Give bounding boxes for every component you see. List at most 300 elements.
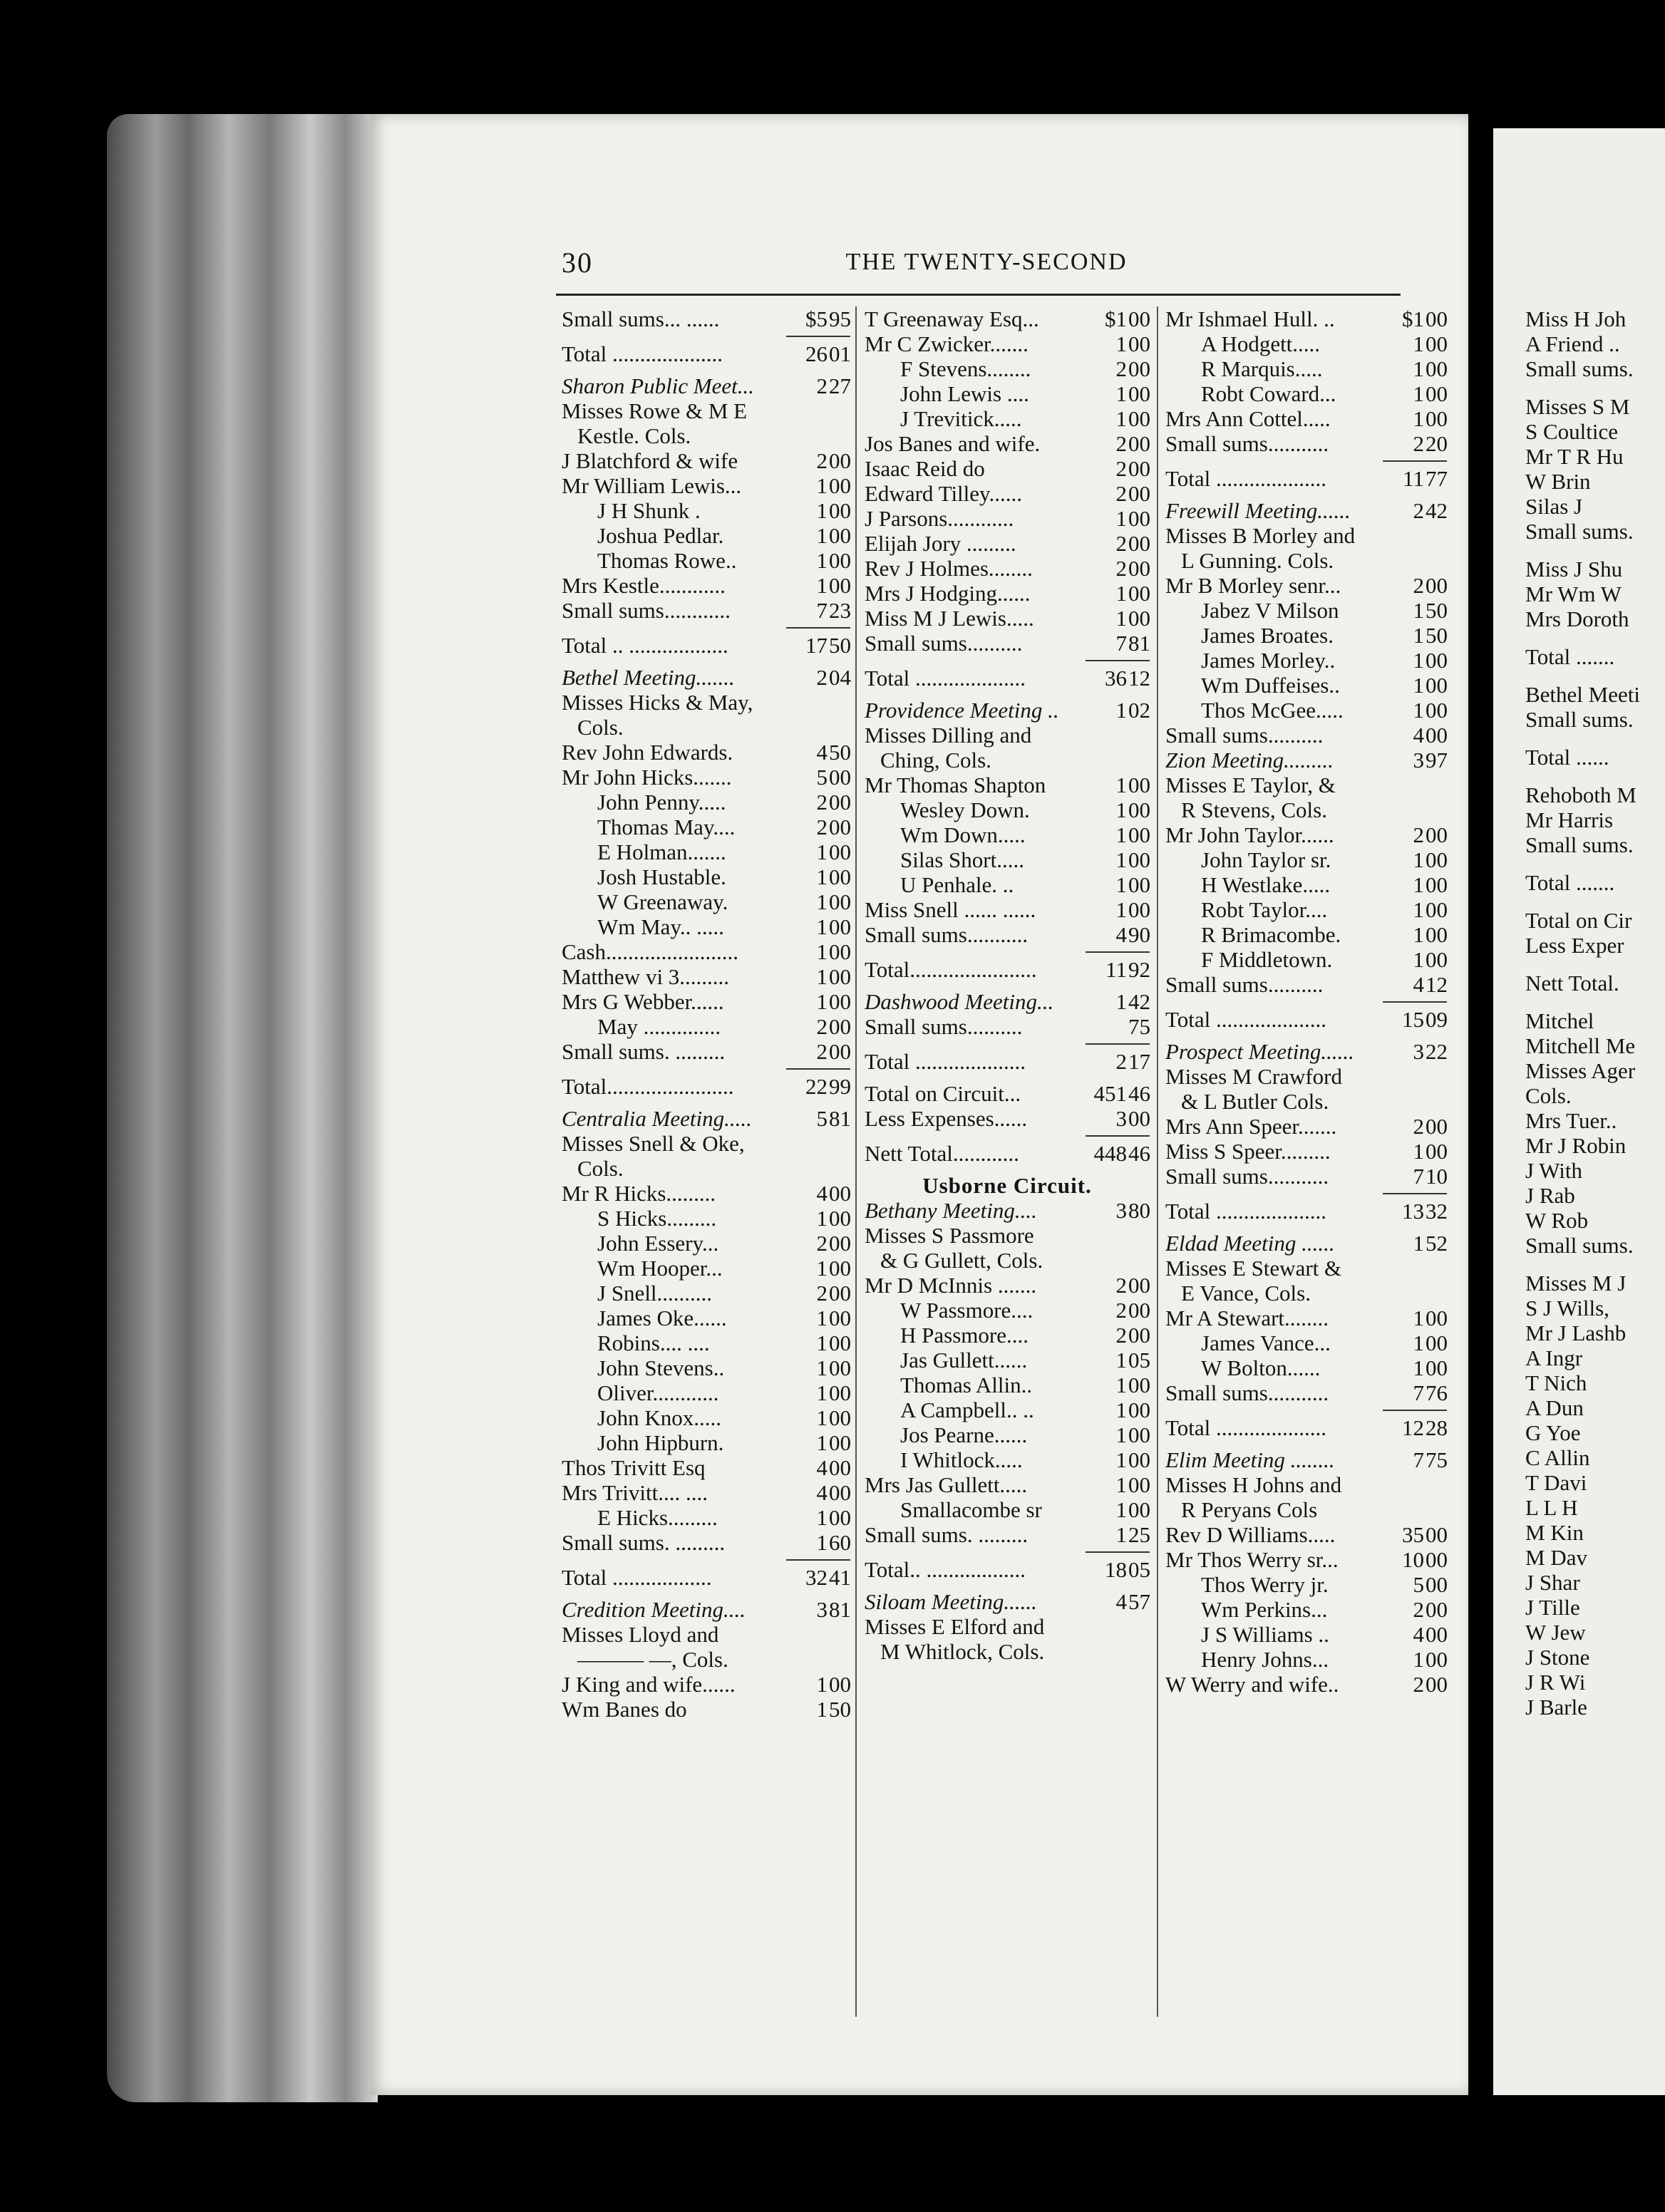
amount-cents: 00	[829, 1014, 851, 1039]
amount-cents: 00	[829, 1039, 851, 1064]
amount-dollars: 1	[816, 548, 828, 573]
entry-name: J Parsons............	[865, 506, 1014, 531]
entry-row	[562, 398, 850, 423]
entry-name: E Hicks.........	[597, 1505, 718, 1530]
meeting-heading-row	[562, 665, 850, 690]
amount-cents: 50	[829, 1697, 851, 1722]
amount-cents: 81	[1128, 631, 1150, 656]
entry-name: James Vance...	[1201, 1330, 1331, 1355]
entry-name: Mrs Jas Gullett.....	[865, 1472, 1028, 1497]
entry-row	[562, 423, 850, 448]
entry-name: Small sums..........	[865, 631, 1023, 656]
total-row	[562, 633, 850, 658]
facing-page-line: Total .......	[1525, 870, 1615, 895]
amount-dollars: 451	[1093, 1081, 1127, 1106]
amount-cents: 00	[1128, 1323, 1150, 1348]
amount-dollars: 1	[816, 1256, 828, 1281]
entry-name: Robt Taylor....	[1201, 897, 1328, 922]
entry-row	[865, 1447, 1150, 1472]
entry-row	[865, 1298, 1150, 1323]
amount-dollars: 22	[805, 1074, 828, 1099]
entry-name: Providence Meeting ..	[865, 698, 1059, 723]
entry-row	[865, 1323, 1150, 1348]
amount-dollars: 2	[1115, 456, 1127, 481]
amount-cents: 00	[829, 1231, 851, 1256]
entry-name: H Passmore....	[900, 1323, 1029, 1348]
meeting-heading-row	[865, 698, 1150, 723]
amount-cents: 00	[1426, 406, 1448, 431]
entry-name: Mr B Morley senr...	[1165, 573, 1341, 598]
amount-cents: 00	[1426, 356, 1448, 381]
amount-dollars: 1	[1413, 648, 1424, 673]
amount-cents: 00	[1426, 673, 1448, 698]
amount-cents: 50	[1426, 623, 1448, 648]
amount-dollars: 2	[1413, 1597, 1424, 1622]
amount-cents: 00	[1426, 1114, 1448, 1139]
amount-cents: 00	[1426, 847, 1448, 872]
entry-row	[865, 1223, 1150, 1248]
amount-dollars: 1	[1115, 772, 1127, 797]
entry-row	[865, 306, 1150, 331]
facing-page-line: Mitchel	[1525, 1008, 1594, 1033]
circuit-title	[865, 1173, 1150, 1198]
amount-dollars: 4	[816, 1181, 828, 1206]
entry-name: Mr Ishmael Hull. ..	[1165, 306, 1335, 331]
column-divider	[855, 306, 857, 2017]
entry-row	[1165, 797, 1447, 822]
facing-page-line	[1525, 732, 1640, 745]
entry-name: U Penhale. ..	[900, 872, 1014, 897]
amount-cents: 00	[829, 523, 851, 548]
amount-cents: 00	[1426, 698, 1448, 723]
amount-dollars: 1	[1413, 872, 1424, 897]
amount-cents: 28	[1426, 1415, 1448, 1440]
entry-name: Cash........................	[562, 939, 738, 964]
amount-dollars: 1	[1413, 922, 1424, 947]
amount-dollars: 2	[1115, 481, 1127, 506]
facing-page-line	[1525, 895, 1640, 908]
facing-page-line	[1525, 631, 1640, 644]
entry-name: Small sums. .........	[562, 1530, 726, 1555]
entry-name: Rev J Holmes........	[865, 556, 1033, 581]
meeting-heading-row	[865, 1198, 1150, 1223]
facing-page-line: Mr T R Hu	[1525, 444, 1624, 469]
amount-cents: 00	[1128, 1422, 1150, 1447]
facing-page-line: Misses Ager	[1525, 1058, 1636, 1083]
facing-page-line: Small sums.	[1525, 1233, 1634, 1258]
amount-cents: 50	[1426, 598, 1448, 623]
meeting-heading-row	[562, 373, 850, 398]
entry-name: John Hipburn.	[597, 1430, 724, 1455]
entry-row	[1165, 356, 1447, 381]
amount-cents: 00	[1128, 1298, 1150, 1323]
amount-cents: 00	[829, 1505, 851, 1530]
entry-row	[562, 1430, 850, 1455]
entry-row	[562, 740, 850, 765]
amount-cents: 02	[1128, 698, 1150, 723]
entry-row	[1165, 1306, 1447, 1330]
amount-cents: 00	[1128, 822, 1150, 847]
entry-name: Misses E Taylor, &	[1165, 772, 1336, 797]
entry-row	[1165, 847, 1447, 872]
entry-row	[1165, 1522, 1447, 1547]
entry-name: Elijah Jory .........	[865, 531, 1016, 556]
entry-name: Mr John Hicks.......	[562, 765, 732, 790]
amount-cents: 00	[1426, 1139, 1448, 1164]
entry-row	[1165, 1547, 1447, 1572]
entry-name: Mr John Taylor......	[1165, 822, 1334, 847]
entry-row	[865, 556, 1150, 581]
amount-dollars: 1	[816, 914, 828, 939]
entry-row	[562, 914, 850, 939]
amount-cents: 00	[829, 1672, 851, 1697]
entry-name: Credition Meeting....	[562, 1597, 746, 1622]
entry-name: A Hodgett.....	[1201, 331, 1321, 356]
entry-row	[1165, 381, 1447, 406]
amount-dollars: 5	[816, 1106, 828, 1131]
entry-row	[1165, 972, 1447, 997]
entry-row	[1165, 872, 1447, 897]
amount-cents: 32	[1426, 1199, 1448, 1224]
entry-name: Small sums..........	[865, 1014, 1023, 1039]
amount-cents: 46	[1128, 1141, 1150, 1166]
amount-cents: 00	[1128, 456, 1150, 481]
meeting-heading-row	[1165, 1039, 1447, 1064]
entry-row	[562, 864, 850, 889]
amount-dollars: 2	[1115, 1049, 1127, 1074]
amount-cents: 00	[1426, 1306, 1448, 1330]
amount-dollars: 17	[805, 633, 828, 658]
amount-dollars: 1	[816, 1697, 828, 1722]
entry-row	[562, 573, 850, 598]
entry-name: Thomas May....	[597, 815, 736, 839]
entry-name: W Werry and wife..	[1165, 1672, 1339, 1697]
amount-dollars: 2	[1413, 573, 1424, 598]
entry-row	[865, 1014, 1150, 1039]
facing-page-line: Mrs Tuer..	[1525, 1108, 1617, 1133]
entry-row	[562, 715, 850, 740]
entry-name: Miss Snell ...... ......	[865, 897, 1036, 922]
entry-name: Small sums...........	[1165, 431, 1329, 456]
entry-row	[865, 1497, 1150, 1522]
amount-dollars: 5	[1413, 1572, 1424, 1597]
column-1	[562, 306, 850, 1722]
entry-row	[865, 723, 1150, 748]
entry-name: Dashwood Meeting...	[865, 989, 1054, 1014]
amount-cents: 60	[829, 1530, 851, 1555]
entry-row	[1165, 1256, 1447, 1281]
entry-row	[562, 1014, 850, 1039]
amount-cents: 04	[829, 665, 851, 690]
facing-page-line: M Kin	[1525, 1520, 1584, 1545]
entry-row	[865, 606, 1150, 631]
entry-name: H Westlake.....	[1201, 872, 1331, 897]
entry-row	[1165, 523, 1447, 548]
entry-row	[562, 1672, 850, 1697]
entry-row	[562, 1380, 850, 1405]
facing-page-line: Cols.	[1525, 1083, 1572, 1108]
meeting-heading-row	[562, 1106, 850, 1131]
entry-row	[865, 506, 1150, 531]
entry-name: James Oke......	[597, 1306, 727, 1330]
amount-dollars: 11	[1105, 957, 1127, 982]
entry-row	[1165, 1647, 1447, 1672]
amount-dollars: 26	[805, 341, 828, 366]
amount-dollars: 4	[816, 1455, 828, 1480]
entry-row	[865, 1273, 1150, 1298]
entry-name: & L Butler Cols.	[1181, 1089, 1329, 1114]
entry-name: Total.......................	[865, 957, 1037, 982]
facing-page-line: Small sums.	[1525, 707, 1634, 732]
amount-cents: 00	[1128, 1373, 1150, 1397]
entry-row	[1165, 897, 1447, 922]
entry-name: Misses B Morley and	[1165, 523, 1356, 548]
amount-cents: 00	[829, 790, 851, 815]
entry-name: W Passmore....	[900, 1298, 1033, 1323]
amount-cents: 00	[1426, 1672, 1448, 1697]
amount-cents: 99	[829, 1074, 851, 1099]
entry-name: E Holman.......	[597, 839, 726, 864]
facing-page-line: Mitchell Me	[1525, 1033, 1636, 1058]
entry-name: Bethany Meeting....	[865, 1198, 1037, 1223]
amount-dollars: 1	[1115, 1522, 1127, 1547]
amount-cents: 00	[829, 1256, 851, 1281]
amount-dollars: 1	[1115, 897, 1127, 922]
entry-name: Total on Circuit...	[865, 1081, 1021, 1106]
entry-name: Elim Meeting ........	[1165, 1447, 1335, 1472]
amount-cents: 00	[1426, 306, 1448, 331]
amount-dollars: 1	[1413, 406, 1424, 431]
meeting-heading-row	[1165, 748, 1447, 772]
amount-cents: 00	[1128, 506, 1150, 531]
amount-cents: 00	[1426, 822, 1448, 847]
entry-row	[865, 847, 1150, 872]
meeting-heading-row	[865, 1589, 1150, 1614]
amount-cents: 05	[1128, 1557, 1150, 1582]
amount-dollars: 7	[816, 598, 828, 623]
amount-cents: 00	[829, 1181, 851, 1206]
entry-name: J Blatchford & wife	[562, 448, 738, 473]
entry-row	[562, 690, 850, 715]
entry-name: Robins.... ....	[597, 1330, 710, 1355]
amount-dollars: 7	[1413, 1164, 1424, 1189]
meeting-heading-row	[1165, 1447, 1447, 1472]
amount-dollars: 448	[1093, 1141, 1127, 1166]
amount-dollars: 1	[816, 1330, 828, 1355]
entry-row	[562, 765, 850, 790]
entry-name: Josh Hustable.	[597, 864, 726, 889]
entry-name: W Bolton......	[1201, 1355, 1321, 1380]
entry-row	[562, 1281, 850, 1306]
amount-dollars: 2	[1115, 1323, 1127, 1348]
amount-cents: 75	[1426, 1447, 1448, 1472]
amount-dollars: 1	[1115, 331, 1127, 356]
amount-dollars: 2	[1413, 1672, 1424, 1697]
amount-dollars: 7	[1413, 1447, 1424, 1472]
total-row	[865, 1557, 1150, 1582]
amount-dollars: 1	[816, 1306, 828, 1330]
amount-cents: 00	[1426, 1597, 1448, 1622]
entry-row	[562, 1647, 850, 1672]
amount-cents: 00	[1128, 847, 1150, 872]
facing-page-line	[1525, 669, 1640, 682]
entry-name: Wm Hooper...	[597, 1256, 723, 1281]
entry-row	[1165, 947, 1447, 972]
entry-name: J Trevitick.....	[900, 406, 1022, 431]
amount-dollars: 1	[1115, 1497, 1127, 1522]
amount-cents: 80	[1128, 1198, 1150, 1223]
page-number: 30	[562, 247, 593, 279]
facing-page-line: J Rab	[1525, 1183, 1575, 1208]
page-header	[562, 246, 1411, 296]
entry-name: Total ....................	[1165, 1415, 1327, 1440]
column-3	[1165, 306, 1447, 1697]
entry-row	[562, 964, 850, 989]
amount-dollars: 2	[1413, 431, 1424, 456]
entry-name: Mrs Kestle............	[562, 573, 726, 598]
facing-page-line: Total .......	[1525, 644, 1615, 669]
amount-dollars: 4	[1413, 723, 1424, 748]
entry-name: Thos McGee.....	[1201, 698, 1344, 723]
amount-cents: 00	[1426, 331, 1448, 356]
amount-cents: 42	[1128, 989, 1150, 1014]
amount-cents: 00	[1128, 606, 1150, 631]
amount-cents: 00	[829, 939, 851, 964]
entry-row	[865, 581, 1150, 606]
entry-row	[1165, 1330, 1447, 1355]
entry-name: Thos Trivitt Esq	[562, 1455, 706, 1480]
entry-name: Prospect Meeting......	[1165, 1039, 1354, 1064]
entry-name: J Snell..........	[597, 1281, 713, 1306]
amount-cents: 00	[1128, 331, 1150, 356]
amount-cents: 00	[829, 473, 851, 498]
total-row	[562, 1565, 850, 1590]
amount-dollars: 4	[1115, 922, 1127, 947]
entry-name: Small sums...........	[865, 922, 1029, 947]
amount-dollars: 1	[1413, 623, 1424, 648]
entry-name: I Whitlock.....	[900, 1447, 1023, 1472]
entry-name: James Broates.	[1201, 623, 1334, 648]
entry-row	[865, 1522, 1150, 1547]
amount-dollars: 1	[1413, 1330, 1424, 1355]
amount-cents: 25	[1128, 1522, 1150, 1547]
amount-cents: 22	[1426, 1039, 1448, 1064]
entry-row	[1165, 822, 1447, 847]
amount-cents: 00	[1128, 531, 1150, 556]
facing-page-line: Nett Total.	[1525, 971, 1619, 996]
amount-dollars: 10	[1402, 1547, 1424, 1572]
amount-dollars: 1	[816, 864, 828, 889]
amount-cents: 00	[829, 1306, 851, 1330]
total-row	[865, 666, 1150, 691]
entry-row	[562, 1256, 850, 1281]
amount-dollars: 11	[1403, 466, 1424, 491]
amount-dollars: 1	[816, 964, 828, 989]
facing-page-line: Total ......	[1525, 745, 1609, 770]
entry-row	[562, 1131, 850, 1156]
entry-row	[1165, 1355, 1447, 1380]
entry-row	[1165, 1114, 1447, 1139]
amount-dollars: 1	[1413, 381, 1424, 406]
amount-cents: 00	[829, 864, 851, 889]
entry-name: John Lewis ....	[900, 381, 1029, 406]
amount-dollars: $1	[1105, 306, 1127, 331]
amount-cents: 46	[1128, 1081, 1150, 1106]
amount-cents: 00	[829, 1330, 851, 1355]
entry-name: Mrs G Webber......	[562, 989, 724, 1014]
facing-page-line: Small sums.	[1525, 832, 1634, 857]
amount-dollars: 1	[1115, 1422, 1127, 1447]
entry-row	[865, 1081, 1150, 1106]
entry-row	[1165, 772, 1447, 797]
amount-dollars: 32	[805, 1565, 828, 1590]
entry-name: J King and wife......	[562, 1672, 736, 1697]
document-page	[371, 114, 1468, 2095]
amount-dollars: 1	[816, 839, 828, 864]
amount-cents: 00	[829, 1281, 851, 1306]
amount-dollars: 1	[816, 939, 828, 964]
entry-row	[562, 1181, 850, 1206]
amount-cents: 95	[829, 306, 851, 331]
entry-name: Misses Hicks & May,	[562, 690, 753, 715]
entry-name: Less Expenses......	[865, 1106, 1028, 1131]
entry-name: Jabez V Milson	[1201, 598, 1339, 623]
entry-name: L Gunning. Cols.	[1181, 548, 1334, 573]
entry-name: A Campbell.. ..	[900, 1397, 1034, 1422]
entry-name: Total ....................	[865, 666, 1026, 691]
amount-dollars: 1	[816, 573, 828, 598]
entry-row	[1165, 922, 1447, 947]
amount-dollars: 2	[816, 1231, 828, 1256]
entry-row	[865, 456, 1150, 481]
amount-dollars: 1	[816, 1430, 828, 1455]
entry-row	[865, 748, 1150, 772]
amount-dollars: 1	[1413, 1355, 1424, 1380]
entry-row	[562, 1355, 850, 1380]
entry-name: M Whitlock, Cols.	[880, 1639, 1045, 1664]
amount-dollars: 2	[816, 790, 828, 815]
entry-name: Misses E Elford and	[865, 1614, 1045, 1639]
amount-dollars: 2	[816, 1014, 828, 1039]
entry-row	[562, 473, 850, 498]
entry-row	[562, 598, 850, 623]
entry-row	[562, 1405, 850, 1430]
facing-page-line: Small sums.	[1525, 519, 1634, 544]
entry-name: Cols.	[577, 715, 624, 740]
entry-name: Mr Thos Werry sr...	[1165, 1547, 1339, 1572]
entry-row	[562, 1156, 850, 1181]
entry-name: Kestle. Cols.	[577, 423, 691, 448]
facing-page-line	[1525, 544, 1640, 557]
entry-row	[865, 772, 1150, 797]
amount-cents: 75	[1128, 1014, 1150, 1039]
amount-cents: 00	[829, 914, 851, 939]
entry-name: Rev John Edwards.	[562, 740, 733, 765]
amount-cents: 17	[1128, 1049, 1150, 1074]
facing-page-line	[1525, 996, 1640, 1008]
amount-cents: 00	[829, 889, 851, 914]
facing-page-line	[1525, 381, 1640, 394]
amount-dollars: 2	[1413, 498, 1424, 523]
amount-dollars: 1	[1413, 897, 1424, 922]
amount-dollars: 13	[1402, 1199, 1424, 1224]
amount-dollars: 1	[816, 473, 828, 498]
amount-dollars: 1	[1413, 1306, 1424, 1330]
amount-cents: 00	[1426, 648, 1448, 673]
amount-dollars: 1	[1115, 506, 1127, 531]
amount-cents: 00	[1128, 356, 1150, 381]
entry-row	[1165, 648, 1447, 673]
